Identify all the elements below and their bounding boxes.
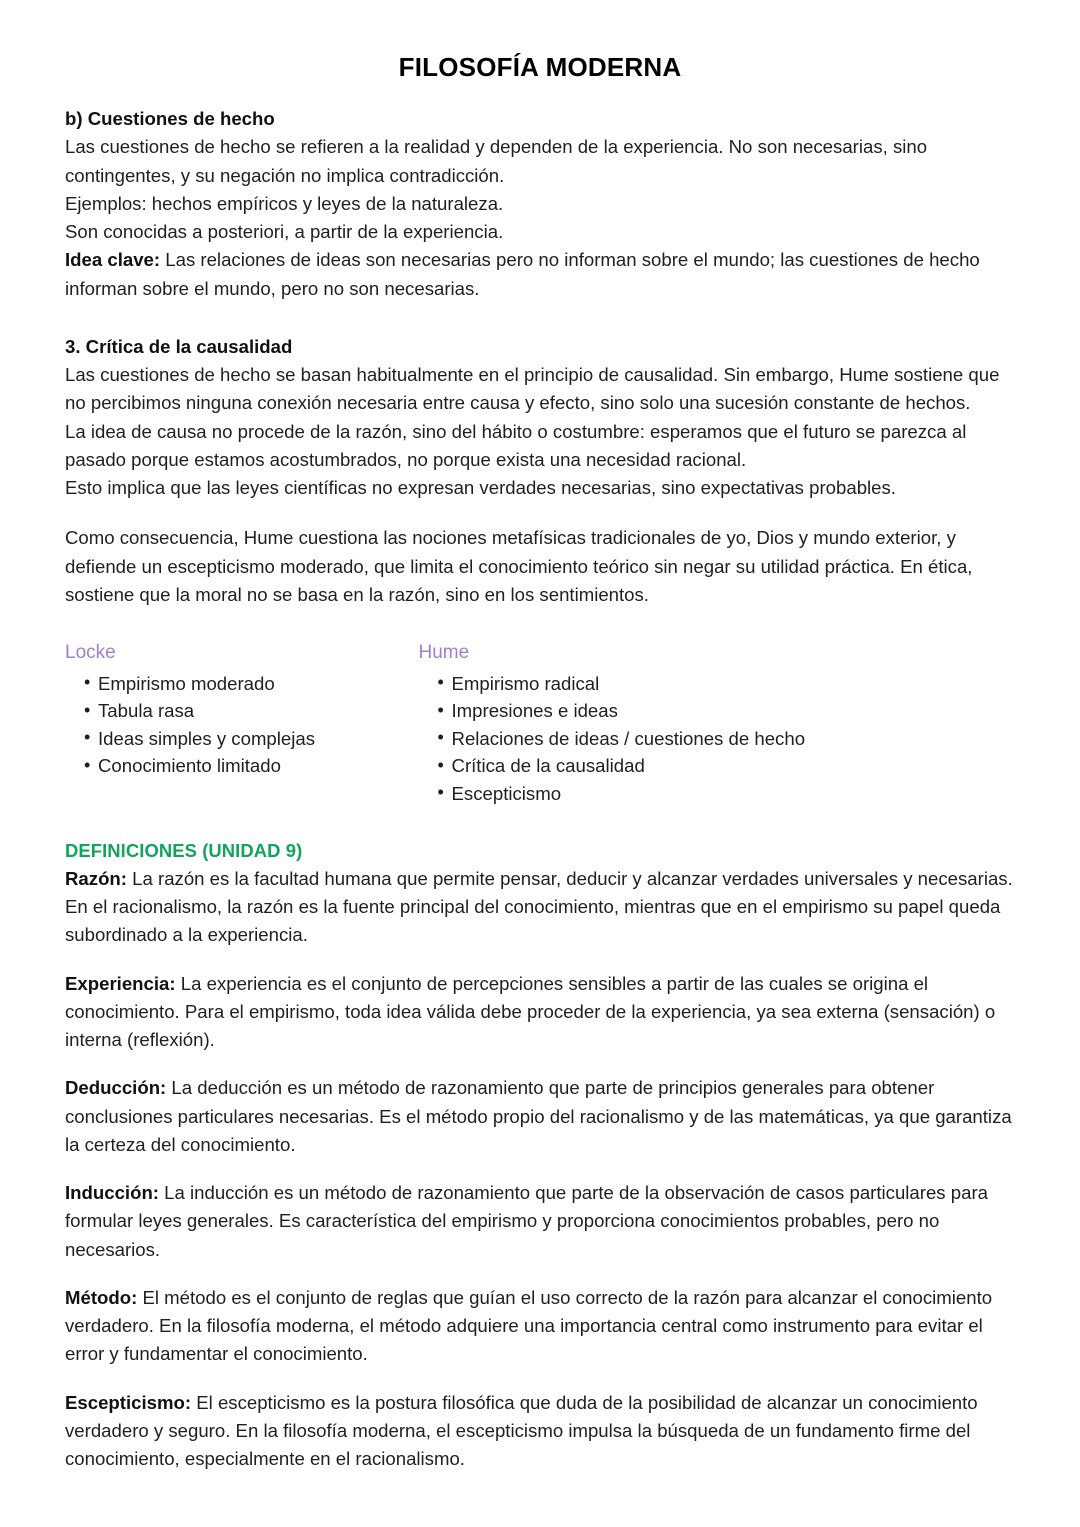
definition-term: Deducción: [65,1077,167,1099]
spacer [65,83,1016,105]
comparison-table [65,639,1016,807]
list-item: • Impresiones e ideas [419,697,1016,725]
spacer [65,502,1016,524]
paragraph-causalidad-line-3: Esto implica que las leyes científicas no expresan verdades necesarias, sino expectativas probables. [65,477,896,499]
definition-entry-razon [65,865,1016,950]
definition-entry-induccion [65,1179,1016,1264]
section-cuestiones-de-hecho [65,105,1016,303]
definition-text: La experiencia es el conjunto de percepciones sensibles a partir de las cuales se origina el conocimiento. Para el empirismo, toda idea válida debe proceder de la experiencia, ya sea externa (sensación) o interna (reflexión). [65,972,996,1051]
section-heading-definiciones: DEFINICIONES (UNIDAD 9) [65,840,303,862]
document-body [0,83,1080,1473]
definition-term: Inducción: [65,1182,159,1204]
definition-text: La razón es la facultad humana que permite pensar, deducir y alcanzar verdades universales y necesarias. En el racionalismo, la razón es la fuente principal del conocimiento, mientras que en el empirismo su papel queda subordinado a la experiencia. [65,867,1013,946]
definition-entry-metodo [65,1284,1016,1369]
spacer [65,609,1016,639]
list-item: • Ideas simples y complejas [65,725,419,753]
idea-clave-label: Idea clave: [65,249,161,271]
spacer [65,807,1016,837]
definition-entry-experiencia [65,970,1016,1055]
list-item: • Conocimiento limitado [65,752,419,780]
idea-clave-text: Las relaciones de ideas son necesarias pero no informan sobre el mundo; las cuestiones de hecho informan sobre el mundo, pero no son necesarias. [65,249,980,299]
list-item: • Empirismo moderado [65,670,419,698]
paragraph-idea-clave [65,246,1016,303]
section-heading-cuestiones-de-hecho: b) Cuestiones de hecho [65,108,275,130]
definition-term: Razón: [65,867,127,889]
hume-bullet-list [419,670,1016,808]
paragraph-causalidad-line-1: Las cuestiones de hecho se basan habitualmente en el principio de causalidad. Sin embargo, Hume sostiene que no percibimos ninguna conexión necesaria entre causa y efecto, sino solo una sucesión constante de hechos. [65,364,1000,414]
list-item: • Crítica de la causalidad [419,752,1016,780]
column-heading-locke: Locke [65,642,116,664]
section-definiciones [65,837,1016,1473]
definition-text: El escepticismo es la postura filosófica que duda de la posibilidad de alcanzar un conocimiento verdadero y seguro. En la filosofía moderna, el escepticismo impulsa la búsqueda de un fundamento firme del conocimiento, especialmente en el racionalismo. [65,1391,978,1470]
list-item: • Relaciones de ideas / cuestiones de hecho [419,725,1016,753]
paragraph-cuestiones-line-1: Las cuestiones de hecho se refieren a la realidad y dependen de la experiencia. No son necesarias, sino contingentes, y su negación no implica contradicción. [65,136,928,186]
page-title: FILOSOFÍA MODERNA [398,52,682,82]
paragraph-cuestiones-line-2: Ejemplos: hechos empíricos y leyes de la naturaleza. [65,192,504,214]
definition-text: El método es el conjunto de reglas que guían el uso correcto de la razón para alcanzar el conocimiento verdadero. En la filosofía moderna, el método adquiere una importancia central como instrumento para evitar el error y fundamentar el conocimiento. [65,1286,993,1365]
paragraph-causalidad-conclusion: Como consecuencia, Hume cuestiona las nociones metafísicas tradicionales de yo, Dios y mundo exterior, y defiende un escepticismo moderado, que limita el conocimiento teórico sin negar su utilidad práctica. En ética, sostiene que la moral no se basa en la razón, sino en los sentimientos. [65,527,973,605]
definition-entry-deduccion [65,1074,1016,1159]
comparison-column-hume [419,639,1016,807]
locke-bullet-list [65,670,419,780]
list-item: • Tabula rasa [65,697,419,725]
paragraph-causalidad-line-2: La idea de causa no procede de la razón, sino del hábito o costumbre: esperamos que el futuro se parezca al pasado porque estamos acostumbrados, no porque exista una necesidad racional. [65,420,967,470]
definition-term: Experiencia: [65,972,176,994]
list-item: • Escepticismo [419,780,1016,808]
definition-term: Escepticismo: [65,1391,192,1413]
definition-term: Método: [65,1286,138,1308]
paragraph-cuestiones-line-3: Son conocidas a posteriori, a partir de la experiencia. [65,221,504,243]
section-critica-causalidad [65,333,1016,609]
definition-entry-escepticismo [65,1389,1016,1474]
definition-text: La inducción es un método de razonamiento que parte de la observación de casos particulares para formular leyes generales. Es característica del empirismo y proporciona conocimientos probables, pero no necesarios. [65,1182,988,1260]
comparison-column-locke [65,639,419,780]
column-heading-hume: Hume [418,642,470,664]
definition-text: La deducción es un método de razonamiento que parte de principios generales para obtener conclusiones particulares necesarias. Es el método propio del racionalismo y de las matemáticas, ya que garantiza la certeza del conocimiento. [65,1077,1012,1155]
section-heading-critica-causalidad: 3. Crítica de la causalidad [65,335,293,357]
spacer [65,303,1016,333]
list-item: • Empirismo radical [419,670,1016,698]
